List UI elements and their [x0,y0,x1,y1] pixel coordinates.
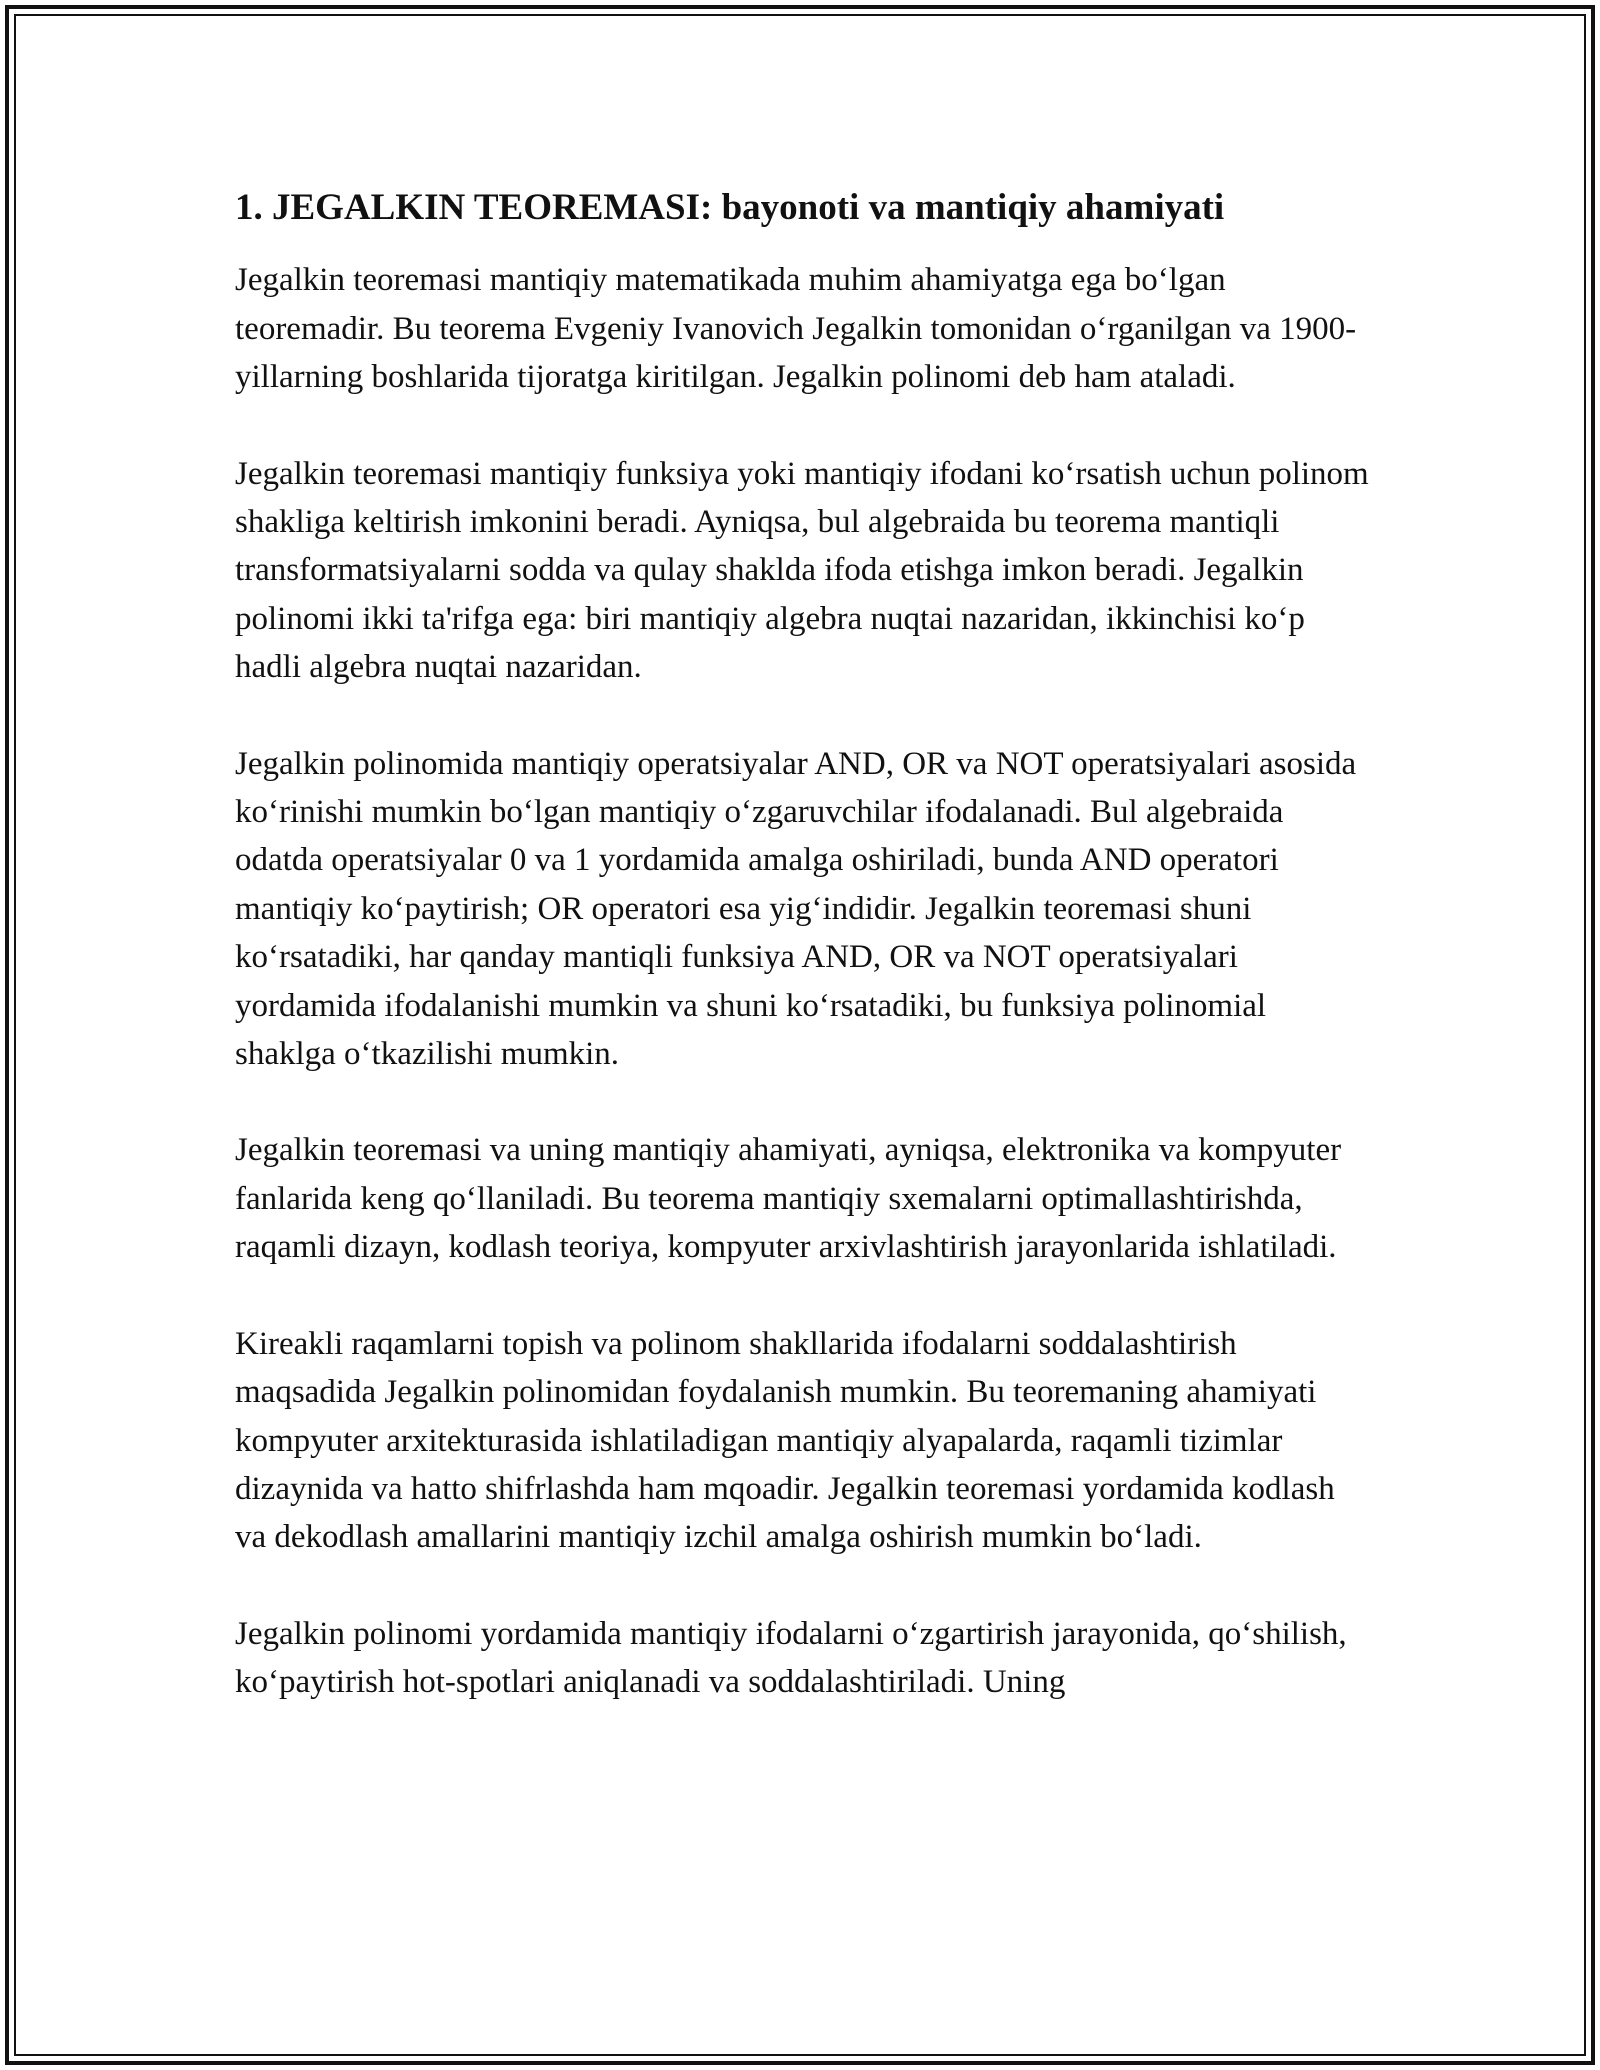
paragraph-6: Jegalkin polinomi yordamida mantiqiy ifodalarni o‘zgartirish jarayonida, qo‘shilish, ko‘paytirish hot-spotlari aniqlanadi va soddalashtiriladi. Uning [235,1615,1347,1701]
paragraph-3: Jegalkin polinomida mantiqiy operatsiyalar AND, OR va NOT operatsiyalari asosida ko‘rinishi mumkin bo‘lgan mantiqiy o‘zgaruvchilar ifodalanadi. Bul algebraida odatda operatsiyalar 0 va 1 yordamida amalga oshiriladi, bunda AND operatori mantiqiy ko‘paytirish; OR operatori esa yig‘indidir. Jegalkin teoremasi shuni ko‘rsatadiki, har qanday mantiqli funksiya AND, OR va NOT operatsiyalari yordamida ifodalanishi mumkin va shuni ko‘rsatadiki, bu funksiya polinomial shaklga o‘tkazilishi mumkin. [235,745,1357,1073]
paragraph-2: Jegalkin teoremasi mantiqiy funksiya yoki mantiqiy ifodani ko‘rsatish uchun polinom shakliga keltirish imkonini beradi. Ayniqsa, bul algebraida bu teorema mantiqli transformatsiyalarni sodda va qulay shaklda ifoda etishga imkon beradi. Jegalkin polinomi ikki ta'rifga ega: biri mantiqiy algebra nuqtai nazaridan, ikkinchisi ko‘p hadli algebra nuqtai nazaridan. [235,455,1369,686]
paragraph-5: Kireakli raqamlarni topish va polinom shakllarida ifodalarni soddalashtirish maqsadida Jegalkin polinomidan foydalanish mumkin. Bu teoremaning ahamiyati kompyuter arxitekturasida ishlatiladigan mantiqiy alyapalarda, raqamli tizimlar dizaynida va hatto shifrlashda ham mqoadir. Jegalkin teoremasi yordamida kodlash va dekodlash amallarini mantiqiy izchil amalga oshirish mumkin bo‘ladi. [235,1325,1335,1556]
paragraph-4: Jegalkin teoremasi va uning mantiqiy ahamiyati, ayniqsa, elektronika va kompyuter fanlarida keng qo‘llaniladi. Bu teorema mantiqiy sxemalarni optimallashtirishda, raqamli dizayn, kodlash teoriya, kompyuter arxivlashtirish jarayonlarida ishlatiladi. [235,1132,1342,1266]
document-body [235,186,1370,1755]
paragraph-1: Jegalkin teoremasi mantiqiy matematikada muhim ahamiyatga ega bo‘lgan teoremadir. Bu teorema Evgeniy Ivanovich Jegalkin tomonidan o‘rganilgan va 1900-yillarning boshlarida tijoratga kiritilgan. Jegalkin polinomi deb ham ataladi. [235,262,1357,396]
section-heading: 1. JEGALKIN TEOREMASI: bayonoti va mantiqiy ahamiyati [235,187,1225,228]
